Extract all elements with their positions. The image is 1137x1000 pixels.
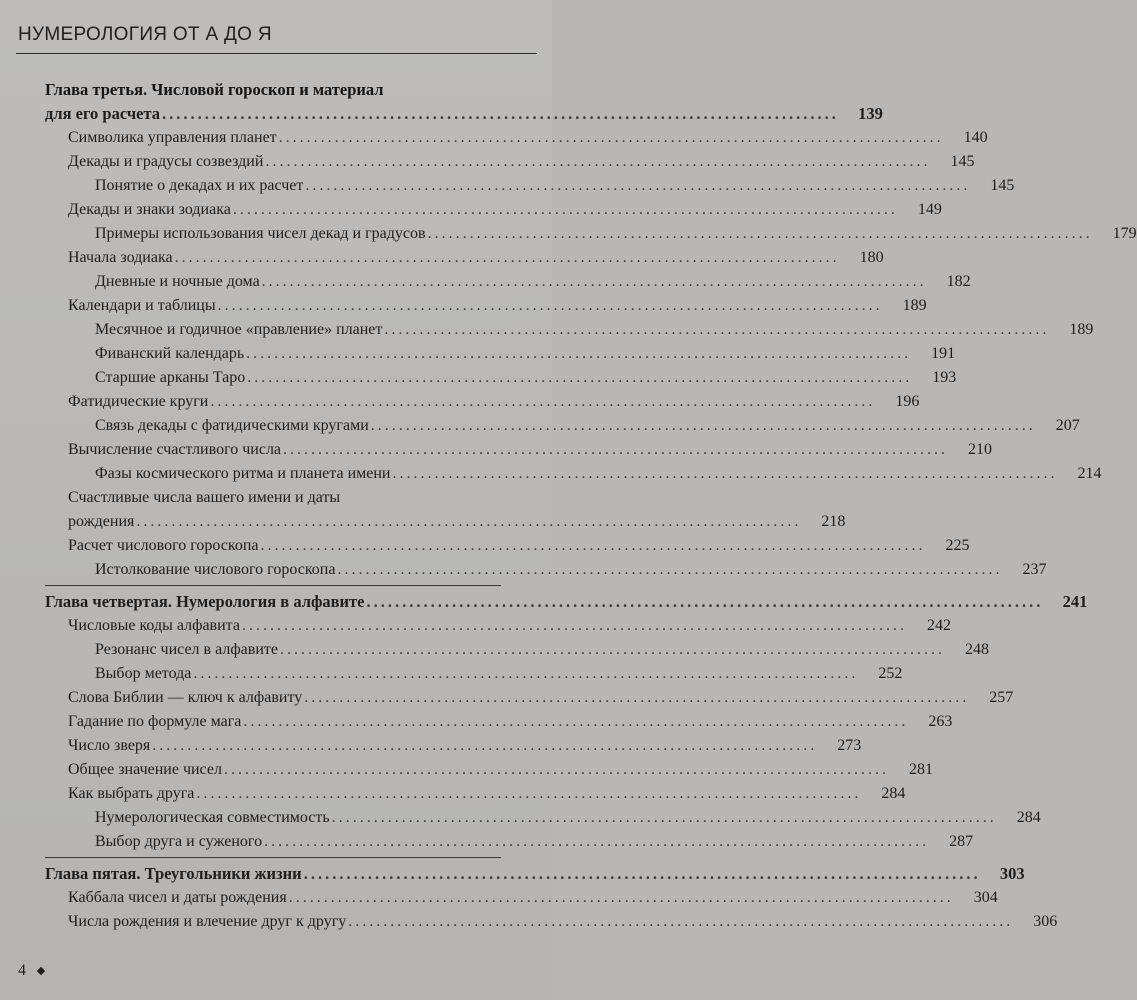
leader-dots: ............................................................................................... [348,913,1014,930]
toc-entry[interactable] [0,734,862,758]
entry-title: Фиванский календарь [95,345,245,362]
entry-page: 237 [1022,561,1047,578]
leader-dots: ............................................................................................... [162,104,839,123]
entry-page: 287 [949,833,974,850]
entry-title: Слова Библии — ключ к алфавиту [68,689,303,706]
entry-page: 304 [973,889,998,906]
section-divider [45,585,501,586]
toc-entry[interactable] [0,614,951,638]
entry-title: Числа рождения и влечение друг к другу [68,913,347,930]
entry-title: Дневные и ночные дома [95,273,260,290]
running-header: НУМЕРОЛОГИЯ ОТ А ДО Я [18,24,272,45]
toc-entry[interactable] [0,270,971,294]
leader-dots: ............................................................................................... [210,393,876,410]
toc-entry[interactable] [0,758,933,782]
entry-title: Расчет числового гороскопа [68,537,259,554]
entry-title: рождения [68,513,135,530]
entry-page: 214 [1077,465,1102,482]
toc-entry[interactable] [0,318,1094,342]
entry-title: Выбор метода [95,665,192,682]
leader-dots: ............................................................................................... [331,809,997,826]
entry-page: 263 [928,713,953,730]
leader-dots: ............................................................................................... [427,225,1093,242]
toc-entry[interactable] [0,686,1014,710]
toc-entry[interactable] [0,710,953,734]
leader-dots: ............................................................................................... [304,689,970,706]
entry-page: 306 [1033,913,1058,930]
chapter-5-title: Глава пятая. Треугольники жизни [45,864,302,883]
chapter-3-page: 139 [858,104,883,123]
toc-entry[interactable] [0,510,846,534]
leader-dots: ............................................................................................... [261,273,927,290]
diamond-ornament-icon [37,967,45,975]
toc-entry[interactable] [0,534,970,558]
leader-dots: ............................................................................................... [243,713,909,730]
page-number: 4 [18,962,26,979]
chapter-4-title: Глава четвертая. Нумерология в алфавите [45,592,365,611]
leader-dots: ............................................................................................... [392,465,1058,482]
leader-dots: ............................................................................................... [217,297,883,314]
leader-dots: ............................................................................................... [305,177,971,194]
page-footer [18,962,44,980]
entry-page: 284 [1016,809,1041,826]
toc-entry[interactable] [0,462,1102,486]
entry-page: 210 [968,441,993,458]
chapter-3-title-line2: для его расчета [45,104,161,123]
toc-entry[interactable] [0,830,974,854]
entry-page: 189 [902,297,927,314]
entry-page: 191 [931,345,956,362]
toc-entry[interactable] [0,782,906,806]
entry-title: Старшие арканы Таро [95,369,246,386]
leader-dots: ............................................................................................... [264,833,930,850]
toc-entry[interactable] [0,806,1041,830]
entry-page: 252 [878,665,903,682]
entry-title: Вычисление счастливого числа [68,441,282,458]
leader-dots: ............................................................................................... [384,321,1050,338]
entry-title: Фатидические круги [68,393,209,410]
entry-page: 281 [908,761,933,778]
entry-title: Счастливые числа вашего имени и даты [68,489,341,506]
leader-dots: ............................................................................................... [280,641,945,658]
toc-entry[interactable] [0,342,956,366]
entry-page: 149 [917,201,942,218]
toc-entry[interactable] [0,366,957,390]
toc-entry[interactable] [0,294,927,318]
entry-title: Выбор друга и суженого [95,833,263,850]
leader-dots: ............................................................................................... [288,889,954,906]
chapter-5-heading[interactable] [0,862,1025,886]
leader-dots: ............................................................................................... [136,513,802,530]
chapter-3-title-line1: Глава третья. Числовой гороскоп и материал [45,80,384,99]
entry-page: 193 [932,369,957,386]
toc-entry[interactable] [0,198,942,222]
entry-title: Связь декады с фатидическими кругами [95,417,369,434]
entry-page: 248 [965,641,989,658]
toc-entry[interactable] [0,222,1137,246]
chapter-3-heading[interactable] [0,102,883,126]
leader-dots: ............................................................................................... [265,153,931,170]
toc-entry[interactable] [0,886,998,910]
leader-dots: ............................................................................................... [337,561,1003,578]
leader-dots: ............................................................................................... [241,617,907,634]
entry-page: 225 [945,537,970,554]
entry-page: 218 [821,513,846,530]
entry-title: Нумерологическая совместимость [95,809,330,826]
chapter-4-heading[interactable] [0,590,1088,614]
entry-title: Каббала чисел и даты рождения [68,889,287,906]
toc-entry[interactable] [0,390,920,414]
toc-entry[interactable] [0,174,1015,198]
leader-dots: ............................................................................................... [174,249,840,266]
leader-dots: ............................................................................................... [366,592,1044,611]
entry-page: 180 [859,249,884,266]
chapter-4-page: 241 [1062,592,1088,611]
entry-title: Фазы космического ритма и планета имени [95,465,391,482]
entry-page: 189 [1069,321,1094,338]
toc-entry[interactable] [0,414,1080,438]
entry-page: 284 [881,785,906,802]
entry-title: Как выбрать друга [68,785,195,802]
chapter-5-page: 303 [999,864,1025,883]
leader-dots: ............................................................................................... [278,129,944,146]
entry-title: Начала зодиака [68,249,173,266]
section-divider [45,857,501,858]
entry-title: Число зверя [68,737,151,754]
toc-entry[interactable] [0,246,884,270]
entry-page: 145 [990,177,1015,194]
toc-entry[interactable] [0,126,988,150]
entry-title: Примеры использования чисел декад и градусов [95,225,426,242]
entry-page: 179 [1112,225,1137,242]
toc-entry[interactable] [0,638,989,662]
entry-page: 145 [950,153,975,170]
leader-dots: ............................................................................................... [303,864,981,883]
entry-page: 257 [989,689,1014,706]
entry-page: 140 [963,129,988,146]
entry-page: 196 [895,393,920,410]
toc-entry[interactable] [0,910,1058,934]
leader-dots: ............................................................................................... [196,785,862,802]
leader-dots: ............................................................................................... [193,665,859,682]
leader-dots: ............................................................................................... [223,761,889,778]
entry-title: Календари и таблицы [68,297,216,314]
toc-entry[interactable] [0,438,993,462]
entry-page: 207 [1055,417,1080,434]
header-rule [16,53,537,54]
entry-title: Символика управления планет [68,129,277,146]
toc-entry[interactable] [0,558,1047,582]
leader-dots: ............................................................................................... [370,417,1036,434]
entry-page: 182 [946,273,971,290]
entry-page: 242 [926,617,951,634]
leader-dots: ............................................................................................... [283,441,949,458]
entry-title: Понятие о декадах и их расчет [95,177,304,194]
entry-title: Общее значение чисел [68,761,222,778]
entry-page: 273 [837,737,862,754]
entry-title: Резонанс чисел в алфавите [95,641,278,658]
toc-entry-line1[interactable] [0,486,552,510]
entry-title: Гадание по формуле мага [68,713,242,730]
leader-dots: ............................................................................................... [246,345,912,362]
leader-dots: ............................................................................................... [247,369,913,386]
entry-title: Месячное и годичное «правление» планет [95,321,383,338]
entry-title: Декады и знаки зодиака [68,201,231,218]
toc-entry[interactable] [0,662,903,686]
leader-dots: ............................................................................................... [232,201,898,218]
entry-title: Декады и градусы созвездий [68,153,264,170]
leader-dots: ............................................................................................... [152,737,818,754]
leader-dots: ............................................................................................... [260,537,926,554]
toc-entry[interactable] [0,150,975,174]
entry-title: Истолкование числового гороскопа [95,561,336,578]
entry-title: Числовые коды алфавита [68,617,240,634]
